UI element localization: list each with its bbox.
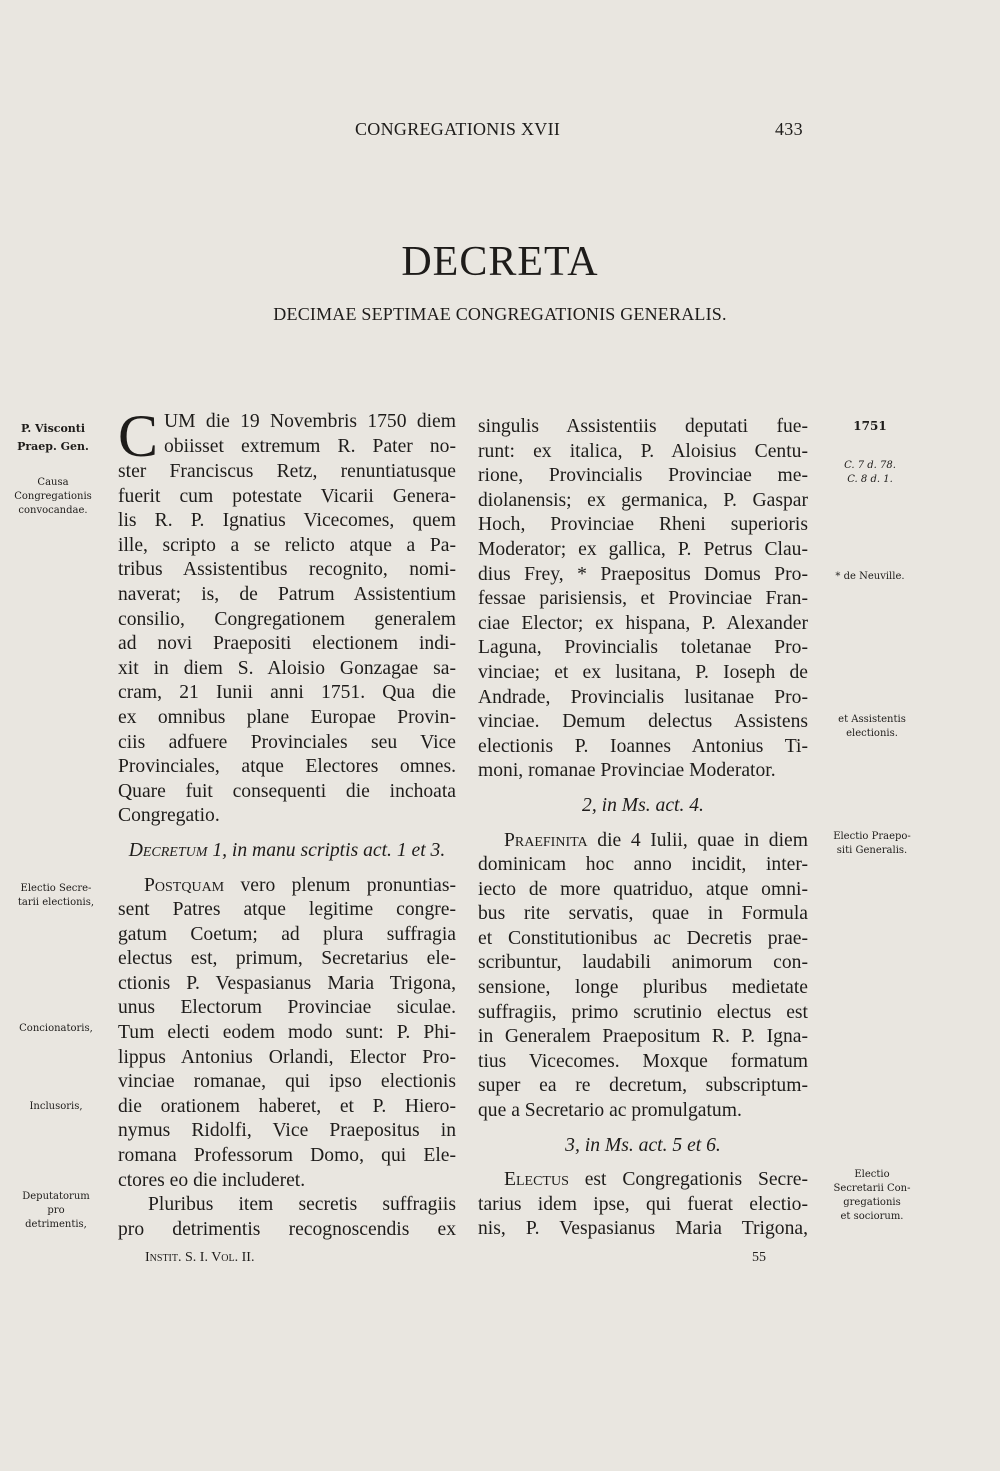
text-line: naverat; is, de Patrum Assistentium xyxy=(118,583,456,605)
text-line: ciis adfuere Provinciales seu Vice xyxy=(118,731,456,753)
text-line: cram, 21 Iunii anni 1751. Qua die xyxy=(118,682,456,704)
margin-note-concionatoris: Concionatoris, xyxy=(19,1023,93,1034)
running-title: CONGREGATIONIS XVII xyxy=(355,119,561,139)
text-line: ex omnibus plane Europae Provin- xyxy=(118,706,456,728)
text-line: in Generalem Praepositum R. P. Igna- xyxy=(478,1026,808,1048)
text-line: UM die 19 Novembris 1750 diem xyxy=(164,411,456,432)
text-line: vinciae romanae, qui ipso electionis xyxy=(118,1071,456,1093)
margin-note-praep-gen: Praep. Gen. xyxy=(17,440,89,453)
footer-signature: Instit. S. I. Vol. II. xyxy=(145,1250,255,1265)
decree-heading-2: 2, in Ms. act. 4. xyxy=(582,794,704,816)
margin-note-inclusoris: Inclusoris, xyxy=(29,1101,83,1112)
text-line: dominicam hoc anno incidit, inter- xyxy=(478,854,808,876)
text-line: diolanensis; ex germanica, P. Gaspar xyxy=(478,489,808,511)
text-line: tius Vicecomes. Moxque formatum xyxy=(478,1050,808,1072)
text-line: ille, scripto a se relicto atque a Pa- xyxy=(118,534,456,556)
margin-note-visconti: P. Visconti xyxy=(20,422,86,435)
text-line: Pluribus item secretis suffragiis xyxy=(148,1194,456,1216)
margin-note-convocandae: convocandae. xyxy=(18,505,88,516)
footer-sheet-number: 55 xyxy=(752,1250,766,1265)
text-line: unus Electorum Provinciae siculae. xyxy=(118,997,456,1019)
text-line: et Constitutionibus ac Decretis prae- xyxy=(478,927,808,949)
text-line: obiisset extremum R. Pater no- xyxy=(164,435,456,457)
text-line: Provinciales, atque Electores omnes. xyxy=(118,756,456,778)
margin-note-tarii-electionis: tarii electionis, xyxy=(17,897,95,908)
text-line: Praefinita die 4 Iulii, quae in diem xyxy=(504,829,808,851)
text-line: tribus Assistentibus recognito, nomi- xyxy=(118,559,456,581)
text-line: runt: ex italica, P. Aloisius Centu- xyxy=(478,440,808,462)
text-line: Hoch, Provinciae Rheni superioris xyxy=(478,514,808,536)
margin-note-assistentis: et Assistentis xyxy=(838,714,906,725)
margin-note-congregationis: Congregationis xyxy=(14,491,92,502)
text-line: ad novi Praepositi electionem indi- xyxy=(118,633,456,655)
text-line: dius Frey, * Praepositus Domus Pro- xyxy=(478,563,808,585)
margin-note-causa: Causa xyxy=(37,477,69,488)
text-line: Quare fuit consequenti die inchoata xyxy=(118,780,456,802)
text-line: Tum electi eodem modo sunt: P. Phi- xyxy=(118,1022,456,1044)
text-line: vinciae; et ex lusitana, P. Ioseph de xyxy=(478,661,808,683)
page-subtitle: DECIMAE SEPTIMAE CONGREGATIONIS GENERALIS. xyxy=(273,304,727,324)
text-line: lis R. P. Ignatius Vicecomes, quem xyxy=(118,510,456,532)
margin-note-sociorum: et sociorum. xyxy=(840,1211,904,1222)
text-line: sent Patres atque legitime congre- xyxy=(118,899,456,921)
margin-note-electio-praepo: Electio Praepo- xyxy=(833,831,911,842)
margin-note-ref-2: C. 8 d. 1. xyxy=(847,474,893,485)
margin-note-deputatorum: Deputatorum xyxy=(22,1191,90,1202)
text-line: que a Secretario ac promulgatum. xyxy=(478,1100,742,1122)
text-line: iecto de more quatriduo, atque omni- xyxy=(478,878,808,900)
page-number: 433 xyxy=(775,119,803,139)
text-line: ciae Elector; ex hispana, P. Alexander xyxy=(478,612,808,634)
margin-note-siti-generalis: siti Generalis. xyxy=(836,845,908,856)
text-line: fuerit cum potestate Vicarii Genera- xyxy=(118,485,456,507)
text-line: singulis Assistentiis deputati fue- xyxy=(478,416,808,437)
text-line: gatum Coetum; ad plura suffragia xyxy=(118,923,456,945)
text-line: Moderator; ex gallica, P. Petrus Clau- xyxy=(478,538,808,560)
text-line: fessae parisiensis, et Provinciae Fran- xyxy=(478,588,808,610)
text-line: electionis P. Ioannes Antonius Ti- xyxy=(478,735,808,757)
text-line: lippus Antonius Orlandi, Elector Pro- xyxy=(118,1046,456,1068)
text-line: die orationem haberet, et P. Hiero- xyxy=(118,1095,456,1117)
text-line: tarius idem ipse, qui fuerat electio- xyxy=(478,1193,808,1215)
margin-note-detrimentis: detrimentis, xyxy=(25,1219,87,1230)
text-line: bus rite servatis, quae in Formula xyxy=(478,903,808,925)
text-line: Congregatio. xyxy=(118,805,220,827)
text-line: moni, romanae Provinciae Moderator. xyxy=(478,760,776,782)
text-line: rione, Provincialis Provinciae me- xyxy=(478,465,808,487)
text-line: pro detrimentis recognoscendis ex xyxy=(118,1218,456,1240)
text-line: electus est, primum, Secretarius ele- xyxy=(118,948,456,970)
text-line: ster Franciscus Retz, renuntiatusque xyxy=(118,461,456,482)
text-line: nymus Ridolfi, Vice Praepositus in xyxy=(118,1120,456,1142)
margin-note-electionis: electionis. xyxy=(846,728,898,739)
drop-cap: C xyxy=(118,410,159,460)
text-line: xit in diem S. Aloisio Gonzagae sa- xyxy=(118,657,456,679)
margin-note-electio-secre: Electio Secre- xyxy=(20,883,92,894)
margin-note-secretarii: Secretarii Con- xyxy=(833,1183,911,1194)
text-line: nis, P. Vespasianus Maria Trigona, xyxy=(478,1218,808,1240)
text-line: romana Professorum Domo, qui Ele- xyxy=(118,1145,456,1167)
text-line: Postquam vero plenum pronuntias- xyxy=(144,874,456,896)
text-line: consilio, Congregationem generalem xyxy=(118,608,456,630)
text-line: Andrade, Provincialis lusitanae Pro- xyxy=(478,686,808,708)
margin-note-ref-1: C. 7 d. 78. xyxy=(844,460,896,471)
text-line: vinciae. Demum delectus Assistens xyxy=(478,711,808,733)
margin-note-gregationis: gregationis xyxy=(843,1197,901,1208)
margin-note-year: 1751 xyxy=(853,419,887,433)
text-line: ctores eo die includeret. xyxy=(118,1169,306,1191)
text-line: Electus est Congregationis Secre- xyxy=(504,1169,808,1191)
decree-heading-1: Decretum 1, in manu scriptis act. 1 et 3. xyxy=(128,839,446,861)
decree-heading-3: 3, in Ms. act. 5 et 6. xyxy=(565,1134,721,1156)
margin-note-pro: pro xyxy=(47,1205,65,1216)
text-column-left xyxy=(118,410,456,1242)
page-title: DECRETA xyxy=(401,239,599,285)
text-line: Laguna, Provincialis toletanae Pro- xyxy=(478,637,808,659)
text-line: ctionis P. Vespasianus Maria Trigona, xyxy=(118,972,456,994)
text-line: scribuntur, laudabili animorum con- xyxy=(478,952,808,974)
margin-note-electio: Electio xyxy=(854,1169,890,1180)
margin-note-neuville: * de Neuville. xyxy=(835,571,905,582)
text-line: super ea re decretum, subscriptum- xyxy=(478,1075,808,1097)
text-column-right xyxy=(478,415,808,1242)
text-line: suffragiis, primo scrutinio electus est xyxy=(478,1001,808,1023)
text-line: sensione, longe pluribus medietate xyxy=(478,977,808,999)
